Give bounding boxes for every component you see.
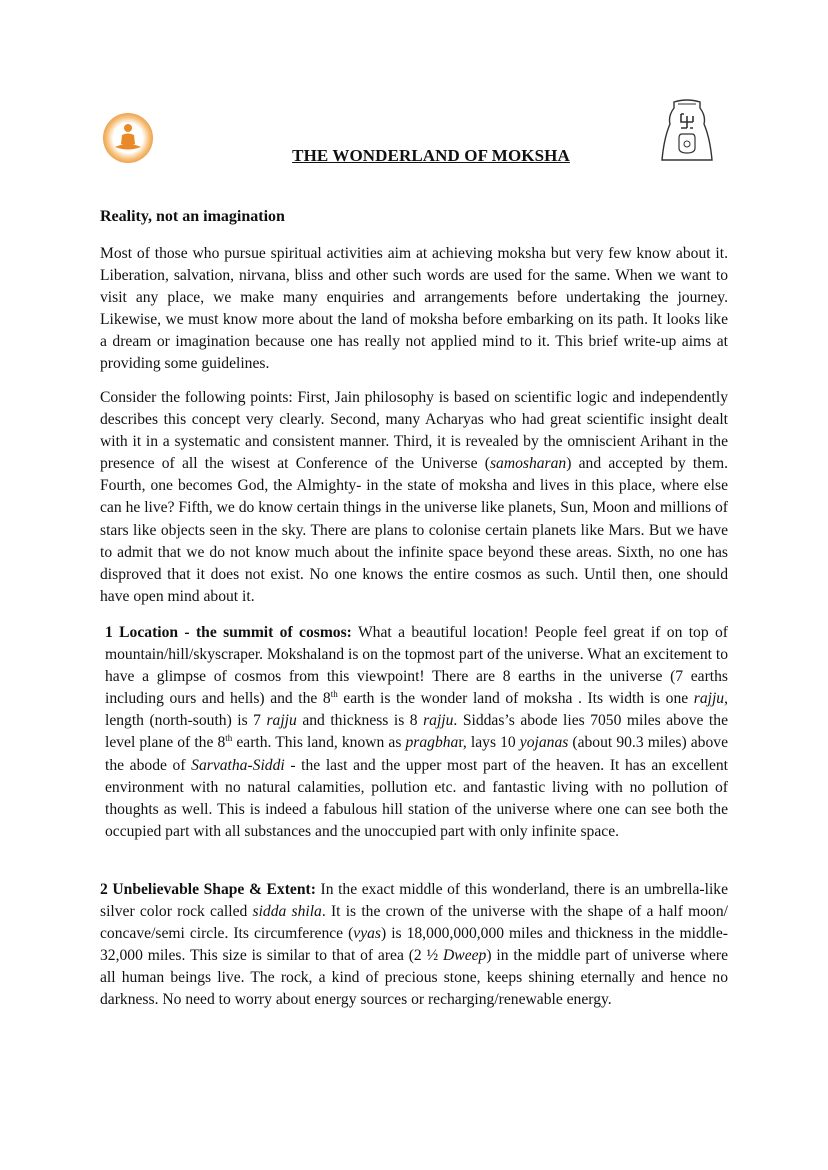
page-title: THE WONDERLAND OF MOKSHA [292, 146, 570, 165]
intro-paragraph: Most of those who pursue spiritual activities aim at achieving moksha but very few know about it. Liberation, salvation, nirvana, bliss and other such words are used for the same. When we want to visit any place, we make many enquiries and arrangements before undertaking the journey. Likewise, we must know more about the land of moksha before embarking on its path. It looks like a dream or imagination because one has really not applied mind to it. This brief write-up aims at providing some guidelines. [100, 245, 728, 373]
location-paragraph: 1 Location - the summit of cosmos: What a beautiful location! People feel great if on top of mountain/hill/skyscraper. Mokshaland is on the topmost part of the universe. What an excitement to have a glimpse of cosmos from this viewpoint! There are 8 earths in the universe (7 earths including ours and hells) and the 8th earth is the wonder land of moksha . Its width is one rajju, length (north-south) is 7 rajju and thickness is 8 rajju. Siddas’s abode lies 7050 miles above the level plane of the 8th earth. This land, known as pragbhar, lays 10 yojanas (about 90.3 miles) above the abode of Sarvatha-Siddi - the last and the upper most part of the heaven. It has an excellent environment with no natural calamities, pollution etc. and fantastic living with no pollution of thoughts as well. This is indeed a fabulous hill station of the universe where one can see both the occupied part with all substances and the unoccupied part with only infinite space. [105, 624, 729, 840]
shape-paragraph: 2 Unbelievable Shape & Extent: In the exact middle of this wonderland, there is an umbrella-like silver color rock called sidda shila. It is the crown of the universe with the shape of a half moon/ concave/semi circle. Its circumference (vyas) is 18,000,000,000 miles and thickness in the middle-32,000 miles. This size is similar to that of area (2 ½ Dweep) in the middle part of universe where all human beings live. The rock, a kind of precious stone, keeps shining eternally and hence no darkness. No need to worry about energy sources or recharging/renewable energy. [100, 881, 729, 1009]
points-paragraph: Consider the following points: First, Jain philosophy is based on scientific logic and independently describes this concept very clearly. Second, many Acharyas who had great scientific insight dealt with it in a systematic and consistent manner. Third, it is revealed by the omniscient Arihant in the presence of all the wisest at Conference of the Universe (samosharan) and accepted by them. Fourth, one becomes God, the Almighty- in the state of moksha and lives in this place, where else can he live? Fifth, we do know certain things in the universe like planets, Sun, Moon and millions of stars like objects seen in the sky. There are plans to colonise certain planets like Mars. But we have to admit that we do not know much about the infinite space beyond these areas. Sixth, no one has disproved that it does not exist. No one knows the entire cosmos as such. Until then, one should have open mind about it. [100, 389, 728, 605]
location-heading: 1 Location - the summit of cosmos: [105, 624, 352, 641]
section-heading: Reality, not an imagination [100, 208, 285, 225]
shape-heading: 2 Unbelievable Shape & Extent: [100, 881, 316, 898]
